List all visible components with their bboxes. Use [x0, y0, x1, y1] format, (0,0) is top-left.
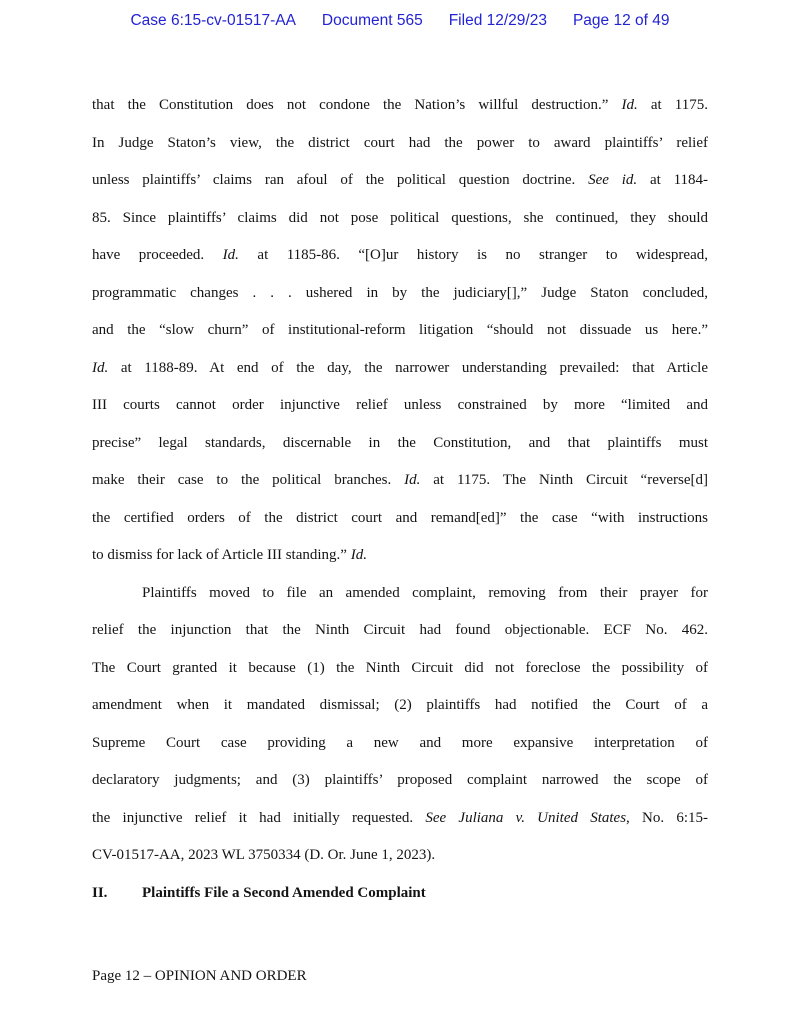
text-line — [92, 162, 708, 200]
text-line — [92, 612, 708, 650]
body-text: relief the injunction that the Ninth Circuit had found objectionable. ECF No. 462. — [92, 622, 708, 638]
text-line — [92, 87, 708, 125]
text-line — [92, 650, 708, 688]
body-text: 85. Since plaintiffs’ claims did not pose political questions, she continued, they should — [92, 209, 708, 226]
body-text: have proceeded. — [92, 247, 223, 263]
text-line — [92, 237, 708, 275]
text-line — [92, 425, 708, 463]
citation-text: See id. — [588, 172, 638, 188]
text-line — [92, 350, 708, 388]
body-text: , No. 6:15- — [626, 809, 708, 826]
body-text: make their case to the political branches. — [92, 472, 405, 488]
text-line — [92, 575, 708, 613]
filed-date: Filed 12/29/23 — [448, 12, 547, 29]
body-text: unless plaintiffs’ claims ran afoul of the political question doctrine. — [92, 172, 589, 188]
body-text: The Court granted it because (1) the Ninth Circuit did not foreclose the possibility of — [92, 659, 708, 676]
page-count: Page 12 of 49 — [572, 12, 670, 29]
text-line — [92, 500, 708, 538]
text-line — [92, 762, 708, 800]
body-text: amendment when it mandated dismissal; (2) plaintiffs had notified the Court of a — [92, 697, 708, 713]
document-number: Document 565 — [321, 12, 423, 29]
body-text: that the Constitution does not condone the Nation’s willful destruction.” — [92, 97, 622, 113]
body-text: precise” legal standards, discernable in the Constitution, and that plaintiffs must — [92, 434, 708, 451]
text-line — [92, 462, 708, 500]
body-text: In Judge Staton’s view, the district court had the power to award plaintiffs’ relief — [92, 134, 708, 151]
body-text: the injunctive relief it had initially requested. — [92, 809, 426, 826]
text-line — [92, 125, 708, 163]
text-line — [92, 837, 708, 875]
section-heading — [92, 875, 708, 913]
citation-text: Id. — [350, 547, 367, 563]
case-number: Case 6:15-cv-01517-AA — [130, 12, 296, 29]
text-line — [92, 687, 708, 725]
citation-text: Id. — [92, 359, 109, 376]
body-text: the certified orders of the district court and remand[ed]” the case “with instructions — [92, 509, 708, 526]
text-line — [92, 387, 708, 425]
citation-text: Id. — [222, 247, 239, 263]
citation-text: Id. — [621, 97, 638, 113]
text-line — [92, 537, 708, 575]
body-text: Supreme Court case providing a new and more expansive interpretation of — [92, 734, 708, 751]
document-body — [92, 87, 708, 912]
text-line — [92, 275, 708, 313]
body-text: Plaintiffs moved to file an amended complaint, removing from their prayer for — [142, 584, 708, 601]
body-text: at 1188-89. At end of the day, the narrower understanding prevailed: that Article — [108, 359, 708, 376]
body-text: declaratory judgments; and (3) plaintiffs’ proposed complaint narrowed the scope of — [92, 772, 708, 788]
heading-title: Plaintiffs File a Second Amended Complaint — [142, 884, 426, 901]
body-text: at 1184- — [637, 172, 709, 188]
text-line — [92, 800, 708, 838]
body-text: at 1175. The Ninth Circuit “reverse[d] — [420, 472, 708, 488]
body-text: at 1185-86. “[O]ur history is no stranger to widespread, — [238, 247, 708, 263]
citation-text: See Juliana v. United States — [425, 809, 627, 826]
citation-text: Id. — [404, 472, 421, 488]
body-text: programmatic changes . . . ushered in by the judiciary[],” Judge Staton concluded, — [92, 284, 708, 301]
body-text: and the “slow churn” of institutional-reform litigation “should not dissuade us here.” — [92, 322, 708, 338]
heading-number: II. — [92, 884, 108, 901]
page-footer: Page 12 – OPINION AND ORDER — [92, 968, 307, 984]
body-text: III courts cannot order injunctive relief unless constrained by more “limited and — [92, 397, 708, 413]
body-text: at 1175. — [637, 97, 708, 113]
body-text: CV-01517-AA, 2023 WL 3750334 (D. Or. June 1, 2023). — [92, 847, 436, 863]
ecf-header-stamp — [0, 12, 800, 30]
text-line — [92, 725, 708, 763]
body-text: to dismiss for lack of Article III standing.” — [92, 547, 351, 563]
text-line — [92, 200, 708, 238]
text-line — [92, 312, 708, 350]
